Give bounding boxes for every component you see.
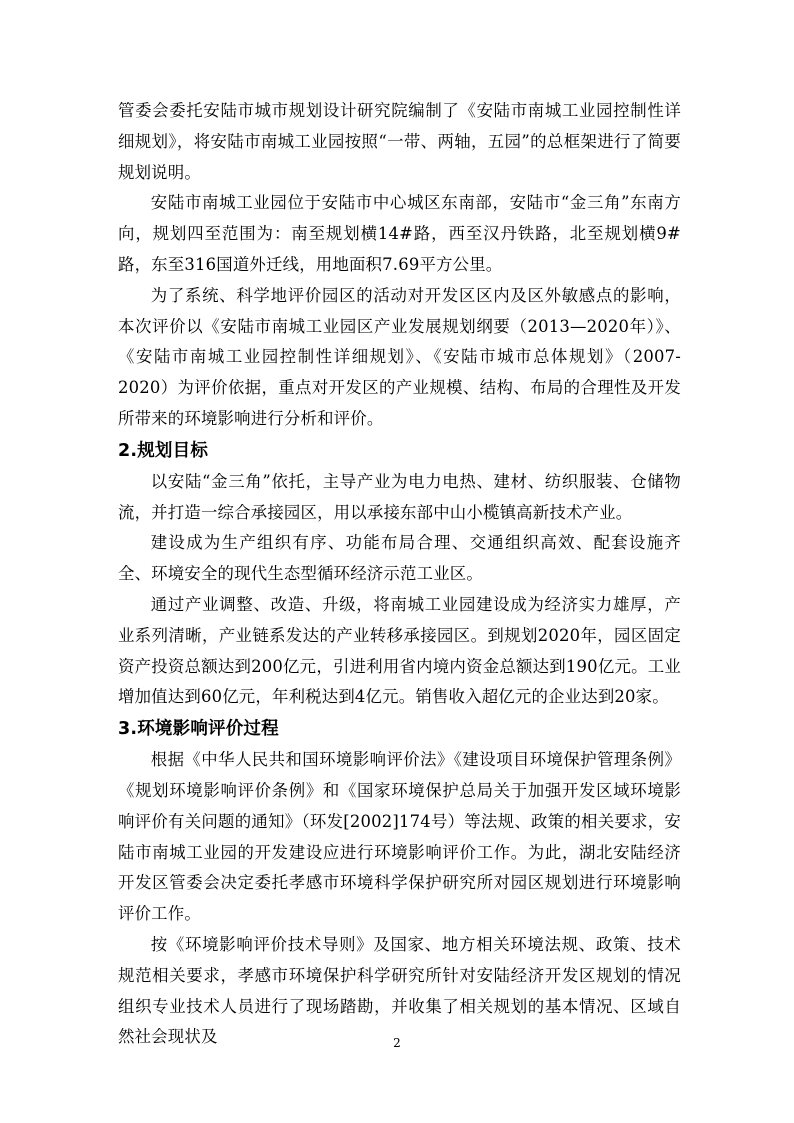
paragraph-eco-industrial-zone: 建设成为生产组织有序、功能布局合理、交通组织高效、配套设施齐全、环境安全的现代生态型循环经济示范工业区。: [118, 533, 681, 584]
paragraph-site-survey: 按《环境影响评价技术导则》及国家、地方相关环境法规、政策、技术规范相关要求，孝感市环境保护科学研究所针对安陆经济开发区规划的情况组织专业技术人员进行了现场踏勘，并收集了相关规划的基本情况、区域自然社会现状及: [118, 934, 681, 1047]
paragraph-leading-industries: 以安陆“金三角”依托，主导产业为电力电热、建材、纺织服装、仓储物流，并打造一综合承接园区，用以承接东部中山小榄镇高新技术产业。: [118, 471, 681, 522]
section-heading-planning-goals: 2.规划目标: [118, 440, 209, 461]
document-page: [118, 96, 681, 1053]
page-number: 2: [393, 1036, 401, 1050]
paragraph-location: 安陆市南城工业园位于安陆市中心城区东南部，安陆市“金三角”东南方向，规划四至范围为：南至规划横14#路，西至汉丹铁路，北至规划横9#路，东至316国道外迁线，用地面积7.69平方公里。: [118, 193, 681, 274]
paragraph-evaluation-basis: 为了系统、科学地评价园区的活动对开发区区内及区外敏感点的影响，本次评价以《安陆市南城工业园区产业发展规划纲要（2013—2020年）》、《安陆市南城工业园控制性详细规划》、《安陆市城市总体规划》（2007-2020）为评价依据，重点对开发区的产业规模、结构、布局的合理性及开发所带来的环境影响进行分析和评价。: [118, 285, 681, 428]
paragraph-intro-continuation: 管委会委托安陆市城市规划设计研究院编制了《安陆市南城工业园控制性详细规划》，将安陆市南城工业园按照“一带、两轴，五园”的总框架进行了简要规划说明。: [118, 101, 681, 182]
section-heading-eia-process: 3.环境影响评价过程: [118, 719, 279, 740]
paragraph-legal-basis: 根据《中华人民共和国环境影响评价法》《建设项目环境保护管理条例》《规划环境影响评价条例》和《国家环境保护总局关于加强开发区域环境影响评价有关问题的通知》（环发[2002]174号）等法规、政策的相关要求，安陆市南城工业园的开发建设应进行环境影响评价工作。为此，湖北安陆经济开发区管委会决定委托孝感市环境科学保护研究所对园区规划进行环境影响评价工作。: [118, 750, 681, 924]
paragraph-investment-targets: 通过产业调整、改造、升级，将南城工业园建设成为经济实力雄厚，产业系列清晰，产业链系发达的产业转移承接园区。到规划2020年，园区固定资产投资总额达到200亿元，引进利用省内境内资金总额达到190亿元。工业增加值达到60亿元，年利税达到4亿元。销售收入超亿元的企业达到20家。: [118, 594, 681, 707]
